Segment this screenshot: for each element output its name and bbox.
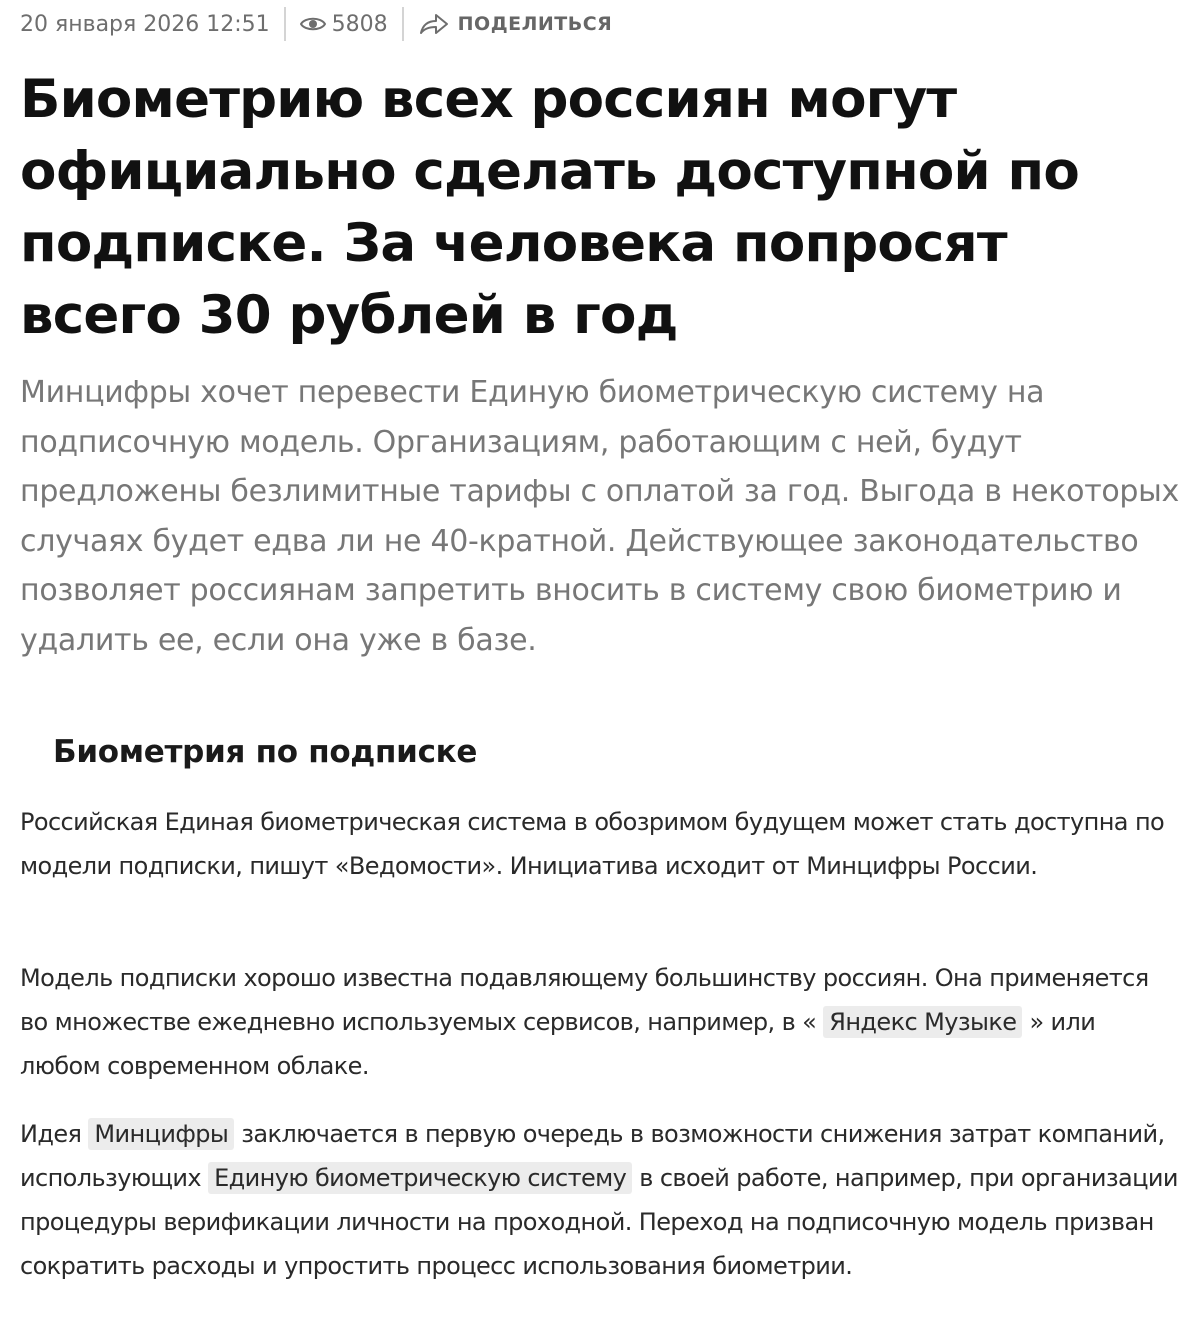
view-count-value: 5808 <box>331 11 388 37</box>
view-count <box>300 12 388 37</box>
share-arrow-icon <box>418 12 450 36</box>
section-heading: Биометрия по подписке <box>53 734 478 770</box>
article-paragraph: Российская Единая биометрическая система в обозримом будущем может стать доступна по модели подписки, пишут «Ведомости». Инициатива исходит от Минцифры России. <box>20 808 1165 880</box>
eye-icon <box>300 15 326 33</box>
article-lead: Минцифры хочет перевести Единую биометрическую систему на подписочную модель. Организациям, работающим с ней, будут предложены безлимитные тарифы с оплатой за год. Выгода в некоторых случаях будет едва ли не 40-кратной. Действующее законодательство позволяет россиянам запретить вносить в систему свою биометрию и удалить ее, если она уже в базе. <box>20 375 1180 658</box>
paragraph-text: в своей работе, например, при организации процедуры верификации личности на проходной. Переход на подписочную модель призван сократить расходы и упростить процесс использования биометрии. <box>20 1164 1178 1280</box>
share-button[interactable] <box>418 12 613 36</box>
article-paragraph <box>20 1112 1180 1288</box>
share-label: ПОДЕЛИТЬСЯ <box>457 13 613 35</box>
article-paragraph <box>20 956 1180 1088</box>
paragraph-text: заключается в первую очередь в возможности снижения затрат компаний, использующих <box>20 1120 1165 1192</box>
link-biometric-system[interactable]: Единую биометрическую систему <box>208 1162 632 1194</box>
paragraph-text: Модель подписки хорошо известна подавляющему большинству россиян. Она применяется во множестве ежедневно используемых сервисов, например, в « <box>20 964 1149 1036</box>
article-meta-bar <box>20 6 612 42</box>
article-headline: Биометрию всех россиян могут официально сделать доступной по подписке. За человека попросят всего 30 рублей в год <box>20 69 1079 346</box>
meta-divider <box>402 7 404 41</box>
link-mintsifry[interactable]: Минцифры <box>88 1118 234 1150</box>
publish-datetime: 20 января 2026 12:51 <box>20 11 270 37</box>
paragraph-text: » или любом современном облаке. <box>20 1008 1096 1080</box>
link-yandex-music[interactable]: Яндекс Музыке <box>823 1006 1022 1038</box>
paragraph-text: Идея <box>20 1120 89 1148</box>
meta-divider <box>284 7 286 41</box>
